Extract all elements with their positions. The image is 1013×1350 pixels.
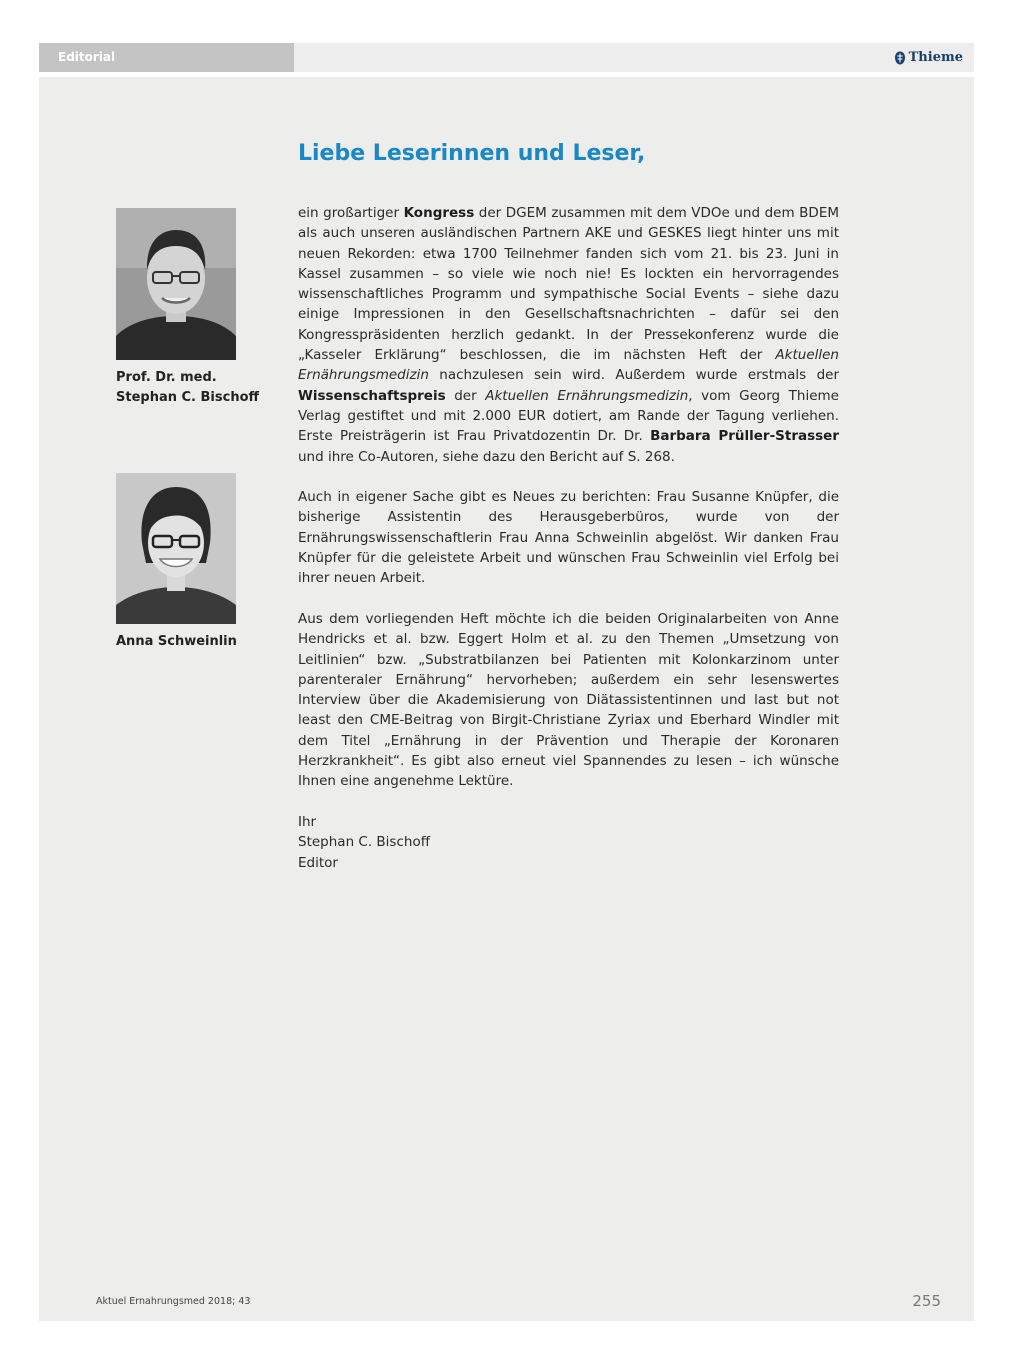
author-caption-bischoff bbox=[116, 368, 259, 408]
signature-name: Stephan C. Bischoff bbox=[298, 834, 431, 851]
paragraph-3: Aus dem vorliegenden Heft möchte ich die beiden Originalarbeiten von Anne Hendricks et al. bzw. Eggert Holm et al. zu den Themen „Umsetzung von Leitlinien“ bzw. „Substratbilanzen bei Patienten mit Kolonkarzinom unter parenteraler Ernährung“ hervorheben; außerdem ein sehr lesenswertes Interview über die Akademisierung von Diätassistentinnen und last but not least den CME-Beitrag von Birgit-Christiane Zyriax und Eberhard Windler mit dem Titel „Ernährung in der Prävention und Therapie der Koronaren Herzkrankheit“. Es gibt also erneut viel Spannendes zu lesen – ich wünsche Ihnen eine angenehme Lektüre. bbox=[298, 610, 839, 790]
paragraph-2: Auch in eigener Sache gibt es Neues zu berichten: Frau Susanne Knüpfer, die bisherige Assistentin des Herausgeberbüros, wurde von der Ernährungswissenschaftlerin Frau Anna Schweinlin abgelöst. Wir danken Frau Knüpfer für die geleistete Arbeit und wünschen Frau Schweinlin viel Erfolg bei ihrer neuen Arbeit. bbox=[298, 489, 839, 587]
portrait-man-icon bbox=[116, 208, 236, 360]
author-photo-schweinlin bbox=[116, 473, 236, 624]
emphasis-wissenschaftspreis: Wissenschaftspreis bbox=[298, 387, 446, 404]
page-number: 255 bbox=[912, 1292, 941, 1310]
author-name: Anna Schweinlin bbox=[116, 634, 237, 649]
author-caption-schweinlin bbox=[116, 632, 237, 652]
editorial-body bbox=[298, 203, 839, 873]
signature-role: Editor bbox=[298, 854, 338, 871]
journal-citation: Aktuel Ernahrungsmed 2018; 43 bbox=[96, 1296, 251, 1307]
paragraph-1: ein großartiger Kongress der DGEM zusammen mit dem VDOe und dem BDEM als auch unseren ausländischen Partnern AKE und GESKES liegt hinter uns mit neuen Rekorden: etwa 1700 Teilnehmer fanden sich vom 21. bis 23. Juni in Kassel zusammen – so viele wie noch nie! Es lockten ein hervorragendes wissenschaftliches Programm und sympathische Social Events – siehe dazu einige Impressionen in den Gesellschaftsnachrichten – dafür sei den Kongresspräsidenten herzlich gedankt. In der Pressekonferenz wurde die „Kasseler Erklärung“ beschlossen, die im nächsten Heft der Aktuellen Ernährungsmedizin nachzulesen sein wird. Außerdem wurde erstmals der Wissenschaftspreis der Aktuellen Ernährungsmedizin, vom Georg Thieme Verlag gestiftet und mit 2.000 EUR dotiert, am Rande der Tagung verliehen. Erste Preisträgerin ist Frau Privatdozentin Dr. Dr. Barbara Prüller-Strasser und ihre Co-Autoren, siehe dazu den Bericht auf S. 268. bbox=[298, 205, 840, 465]
section-label: Editorial bbox=[39, 43, 294, 72]
thieme-emblem-icon bbox=[894, 51, 906, 65]
emphasis-award-winner: Barbara Prüller-Strasser bbox=[650, 428, 840, 445]
emphasis-kongress: Kongress bbox=[403, 205, 475, 221]
publisher-logo bbox=[894, 43, 963, 72]
author-photo-bischoff bbox=[116, 208, 236, 360]
page-header bbox=[39, 43, 974, 72]
journal-name: Aktuellen Ernährungsmedizin bbox=[485, 387, 689, 404]
author-name: Stephan C. Bischoff bbox=[116, 390, 260, 405]
author-title: Prof. Dr. med. bbox=[116, 370, 217, 385]
signature-greeting: Ihr bbox=[298, 813, 317, 830]
journal-name: Aktuellen Ernährungsmedizin bbox=[298, 347, 839, 384]
editorial-title: Liebe Leserinnen und Leser, bbox=[298, 141, 646, 166]
brand-name: Thieme bbox=[908, 50, 963, 65]
portrait-woman-icon bbox=[116, 473, 236, 624]
